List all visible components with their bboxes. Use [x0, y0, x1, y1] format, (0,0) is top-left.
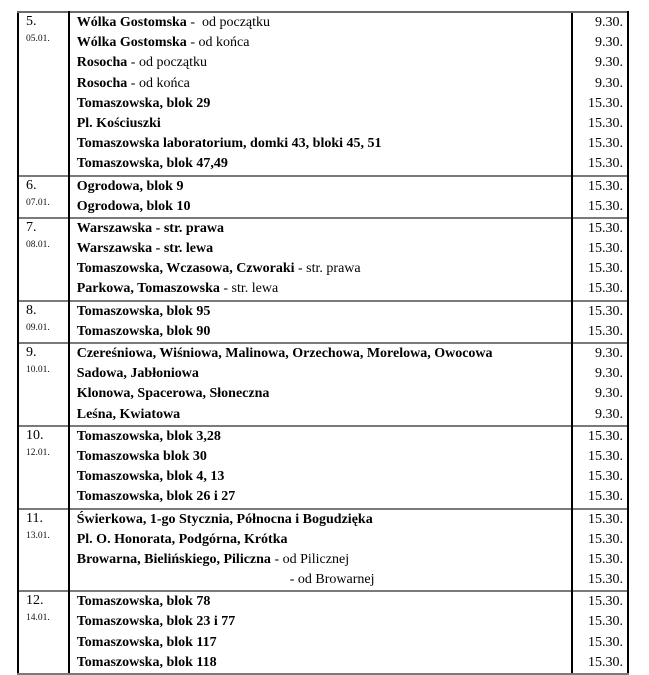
street-name: Ogrodowa, blok 9	[76, 178, 184, 194]
street-name: Ogrodowa, blok 10	[76, 198, 191, 214]
street-name: Rosocha	[76, 75, 128, 91]
street-name: Tomaszowska, blok 118	[76, 654, 217, 670]
street-name: Rosocha	[76, 55, 128, 71]
time-value: 15.30.	[588, 241, 623, 257]
time-value: 15.30.	[588, 303, 623, 319]
time-value: 9.30.	[595, 386, 623, 402]
time-value: 9.30.	[595, 35, 623, 51]
schedule-group	[18, 509, 628, 592]
time-cell	[572, 176, 628, 218]
schedule-group	[18, 12, 628, 176]
time-value: 15.30.	[588, 95, 623, 111]
group-date: 10.01.	[26, 365, 50, 375]
address-line	[77, 53, 571, 73]
group-number-cell	[18, 12, 69, 176]
street-name: Wólka Gostomska	[76, 15, 187, 30]
street-name: Pl. Kościuszki	[76, 115, 161, 131]
time-value: 15.30.	[588, 531, 623, 547]
time-value: 15.30.	[588, 614, 623, 630]
time-value: 15.30.	[588, 551, 623, 567]
group-number: 7.	[26, 219, 37, 235]
group-date: 05.01.	[26, 34, 50, 44]
address-line	[77, 653, 571, 673]
time-value: 15.30.	[588, 428, 623, 444]
group-number-cell	[18, 176, 69, 218]
time-cell	[572, 218, 628, 301]
street-name: Świerkowa, 1-go Stycznia, Północna i Bogudzięka	[76, 511, 373, 527]
group-number: 11.	[26, 510, 43, 526]
street-name: Czereśniowa, Wiśniowa, Malinowa, Orzechowa, Morelowa, Owocowa	[76, 346, 493, 361]
address-cell	[69, 426, 572, 509]
group-number: 8.	[26, 302, 37, 318]
street-name: Tomaszowska, blok 29	[76, 95, 211, 111]
address-cell	[69, 218, 572, 301]
street-note: - od początku	[186, 15, 271, 30]
address-line	[77, 134, 571, 154]
street-name: Tomaszowska, blok 23 i 77	[76, 614, 236, 630]
time-value: 15.30.	[588, 115, 623, 131]
group-date: 07.01.	[26, 197, 50, 208]
group-number-cell	[18, 509, 69, 592]
time-value: 15.30.	[588, 136, 623, 152]
street-name: Tomaszowska, blok 47,49	[76, 156, 228, 172]
group-number: 12.	[26, 593, 44, 609]
time-value: 15.30.	[588, 198, 623, 214]
schedule-group	[18, 426, 628, 509]
street-name: Sadowa, Jabłoniowa	[76, 366, 199, 382]
address-line	[77, 13, 571, 33]
time-value: 15.30.	[588, 220, 623, 236]
time-value: 15.30.	[588, 448, 623, 464]
street-name: Tomaszowska, blok 95	[76, 303, 211, 319]
street-name: Klonowa, Spacerowa, Słoneczna	[76, 386, 270, 402]
street-name: Tomaszowska laboratorium, domki 43, bloki 45, 51	[76, 136, 382, 152]
group-date: 09.01.	[26, 322, 50, 333]
time-value: 15.30.	[588, 489, 623, 505]
group-number: 9.	[26, 345, 37, 360]
address-cell	[69, 509, 572, 592]
address-line	[77, 384, 571, 404]
address-line	[77, 510, 571, 530]
address-line	[77, 94, 571, 114]
address-line	[77, 530, 571, 550]
address-line	[77, 570, 571, 590]
group-number-cell	[18, 301, 69, 343]
time-cell	[572, 343, 628, 426]
schedule-group	[18, 301, 628, 343]
street-name: Browarna, Bielińskiego, Piliczna	[76, 551, 271, 567]
group-number-cell	[18, 218, 69, 301]
time-value: 15.30.	[588, 511, 623, 527]
group-number-cell	[18, 343, 69, 426]
address-line	[77, 405, 571, 425]
time-value: 15.30.	[588, 594, 623, 610]
time-cell	[572, 509, 628, 592]
time-cell	[572, 426, 628, 509]
schedule-group	[18, 591, 628, 674]
street-name: Tomaszowska blok 30	[76, 448, 207, 464]
street-name: Tomaszowska, blok 117	[76, 634, 217, 650]
street-name: Tomaszowska, blok 3,28	[76, 428, 221, 444]
time-value: 15.30.	[588, 156, 623, 172]
street-name: Tomaszowska, blok 26 i 27	[76, 489, 236, 505]
address-line	[77, 197, 571, 217]
address-cell	[69, 591, 572, 674]
street-note: - od Browarnej	[289, 572, 375, 588]
address-line	[77, 364, 571, 384]
address-line	[77, 114, 571, 134]
time-value: 15.30.	[588, 178, 623, 194]
time-value: 9.30.	[595, 75, 623, 91]
address-cell	[69, 343, 572, 426]
group-date: 13.01.	[26, 530, 50, 541]
address-line	[77, 633, 571, 653]
schedule-table	[17, 11, 629, 675]
time-value: 9.30.	[595, 15, 623, 30]
address-line	[77, 612, 571, 632]
street-note: - str. prawa	[294, 261, 361, 277]
group-date: 14.01.	[26, 613, 50, 624]
address-line	[77, 322, 571, 342]
street-name: Parkowa, Tomaszowska	[76, 281, 220, 297]
address-cell	[69, 301, 572, 343]
address-line	[77, 550, 571, 570]
time-value: 9.30.	[595, 366, 623, 382]
time-value: 15.30.	[588, 281, 623, 297]
time-value: 9.30.	[595, 55, 623, 71]
time-value: 15.30.	[588, 654, 623, 670]
address-cell	[69, 12, 572, 176]
time-cell	[572, 301, 628, 343]
time-value: 15.30.	[588, 261, 623, 277]
group-date: 08.01.	[26, 239, 50, 250]
street-name: Wólka Gostomska	[76, 35, 187, 51]
group-date: 12.01.	[26, 447, 50, 458]
address-line	[77, 33, 571, 53]
street-note: - od końca	[127, 75, 190, 91]
street-note: - od końca	[186, 35, 250, 51]
street-name: Warszawska - str. prawa	[76, 220, 224, 236]
address-line	[77, 447, 571, 467]
street-name: Pl. O. Honorata, Podgórna, Krótka	[76, 531, 288, 547]
street-note: - od Pilicznej	[270, 551, 350, 567]
time-value: 15.30.	[588, 572, 623, 588]
address-line	[77, 279, 571, 299]
time-value: 9.30.	[595, 406, 623, 422]
address-line	[77, 259, 571, 279]
street-name: Leśna, Kwiatowa	[76, 406, 181, 422]
time-value: 15.30.	[588, 323, 623, 339]
address-cell	[69, 176, 572, 218]
address-line	[77, 239, 571, 259]
address-line	[77, 592, 571, 612]
address-line	[77, 302, 571, 322]
group-number: 6.	[26, 177, 37, 193]
schedule-group	[18, 176, 628, 218]
time-value: 9.30.	[595, 346, 623, 361]
address-line	[77, 344, 571, 364]
address-line	[77, 427, 571, 447]
group-number: 5.	[26, 14, 37, 29]
time-cell	[572, 591, 628, 674]
address-line	[77, 467, 571, 487]
time-value: 15.30.	[588, 469, 623, 485]
street-note: - od początku	[127, 55, 207, 71]
time-cell	[572, 12, 628, 176]
address-line	[77, 74, 571, 94]
address-line	[77, 177, 571, 197]
address-line	[77, 219, 571, 239]
street-name: Tomaszowska, blok 4, 13	[76, 469, 225, 485]
schedule-group	[18, 218, 628, 301]
street-name: Tomaszowska, blok 90	[76, 323, 211, 339]
street-note: - str. lewa	[219, 281, 279, 297]
group-number: 10.	[26, 427, 44, 443]
address-line	[77, 487, 571, 507]
time-value: 15.30.	[588, 634, 623, 650]
street-name: Tomaszowska, Wczasowa, Czworaki	[76, 261, 295, 277]
schedule-group	[18, 343, 628, 426]
group-number-cell	[18, 426, 69, 509]
address-line	[77, 154, 571, 174]
group-number-cell	[18, 591, 69, 674]
street-name: Warszawska - str. lewa	[76, 241, 214, 257]
street-name: Tomaszowska, blok 78	[76, 594, 211, 610]
